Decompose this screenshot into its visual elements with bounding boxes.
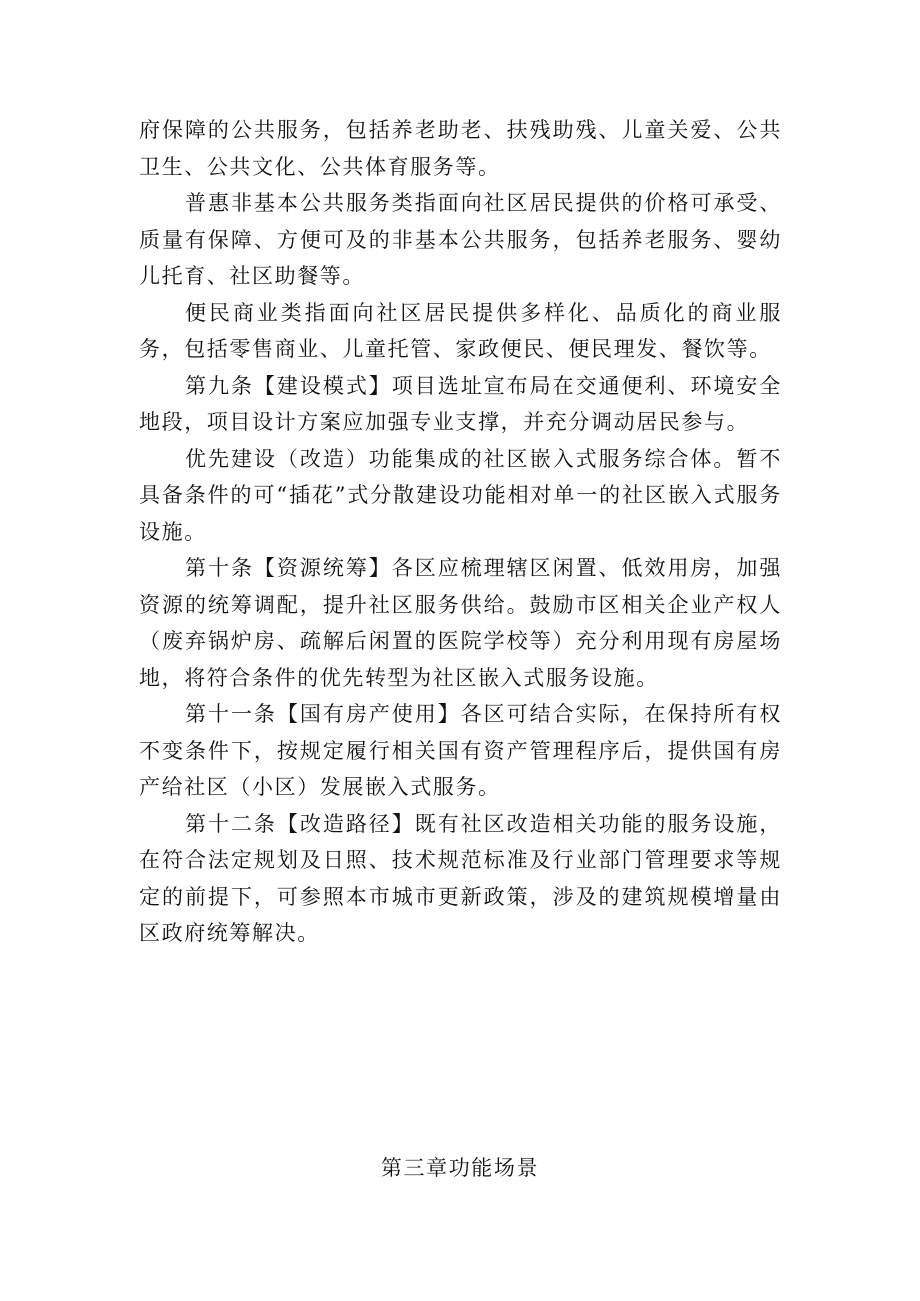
article-12-renovation-path: 第十二条【改造路径】既有社区改造相关功能的服务设施，在符合法定规划及日照、技术规范标准及行业部门管理要求等规定的前提下，可参照本市城市更新政策，涉及的建筑规模增量由区政府统筹解决。 <box>139 811 782 945</box>
paragraph-commercial-services: 便民商业类指面向社区居民提供多样化、品质化的商业服务，包括零售商业、儿童托管、家政便民、便民理发、餐饮等。 <box>139 300 782 361</box>
article-11-state-property-use: 第十一条【国有房产使用】各区可结合实际，在保持所有权不变条件下，按规定履行相关国有资产管理程序后，提供国有房产给社区（小区）发展嵌入式服务。 <box>139 702 782 799</box>
chapter-heading: 第三章功能场景 <box>380 1156 540 1180</box>
article-9-construction-mode: 第九条【建设模式】项目选址宣布局在交通便利、环境安全地段，项目设计方案应加强专业支撑，并充分调动居民参与。 <box>139 373 782 434</box>
paragraph-continuation: 府保障的公共服务，包括养老助老、扶残助残、儿童关爱、公共卫生、公共文化、公共体育服务等。 <box>139 118 782 179</box>
article-10-resource-coordination: 第十条【资源统筹】各区应梳理辖区闲置、低效用房，加强资源的统筹调配，提升社区服务供给。鼓励市区相关企业产权人（废弃锅炉房、疏解后闲置的医院学校等）充分利用现有房屋场地，将符合条件的优先转型为社区嵌入式服务设施。 <box>139 556 782 690</box>
paragraph-inclusive-services: 普惠非基本公共服务类指面向社区居民提供的价格可承受、质量有保障、方便可及的非基本公共服务，包括养老服务、婴幼儿托育、社区助餐等。 <box>139 191 782 288</box>
paragraph-priority-construction: 优先建设（改造）功能集成的社区嵌入式服务综合体。暂不具备条件的可“插花”式分散建设功能相对单一的社区嵌入式服务设施。 <box>139 446 782 544</box>
document-body <box>139 112 782 952</box>
